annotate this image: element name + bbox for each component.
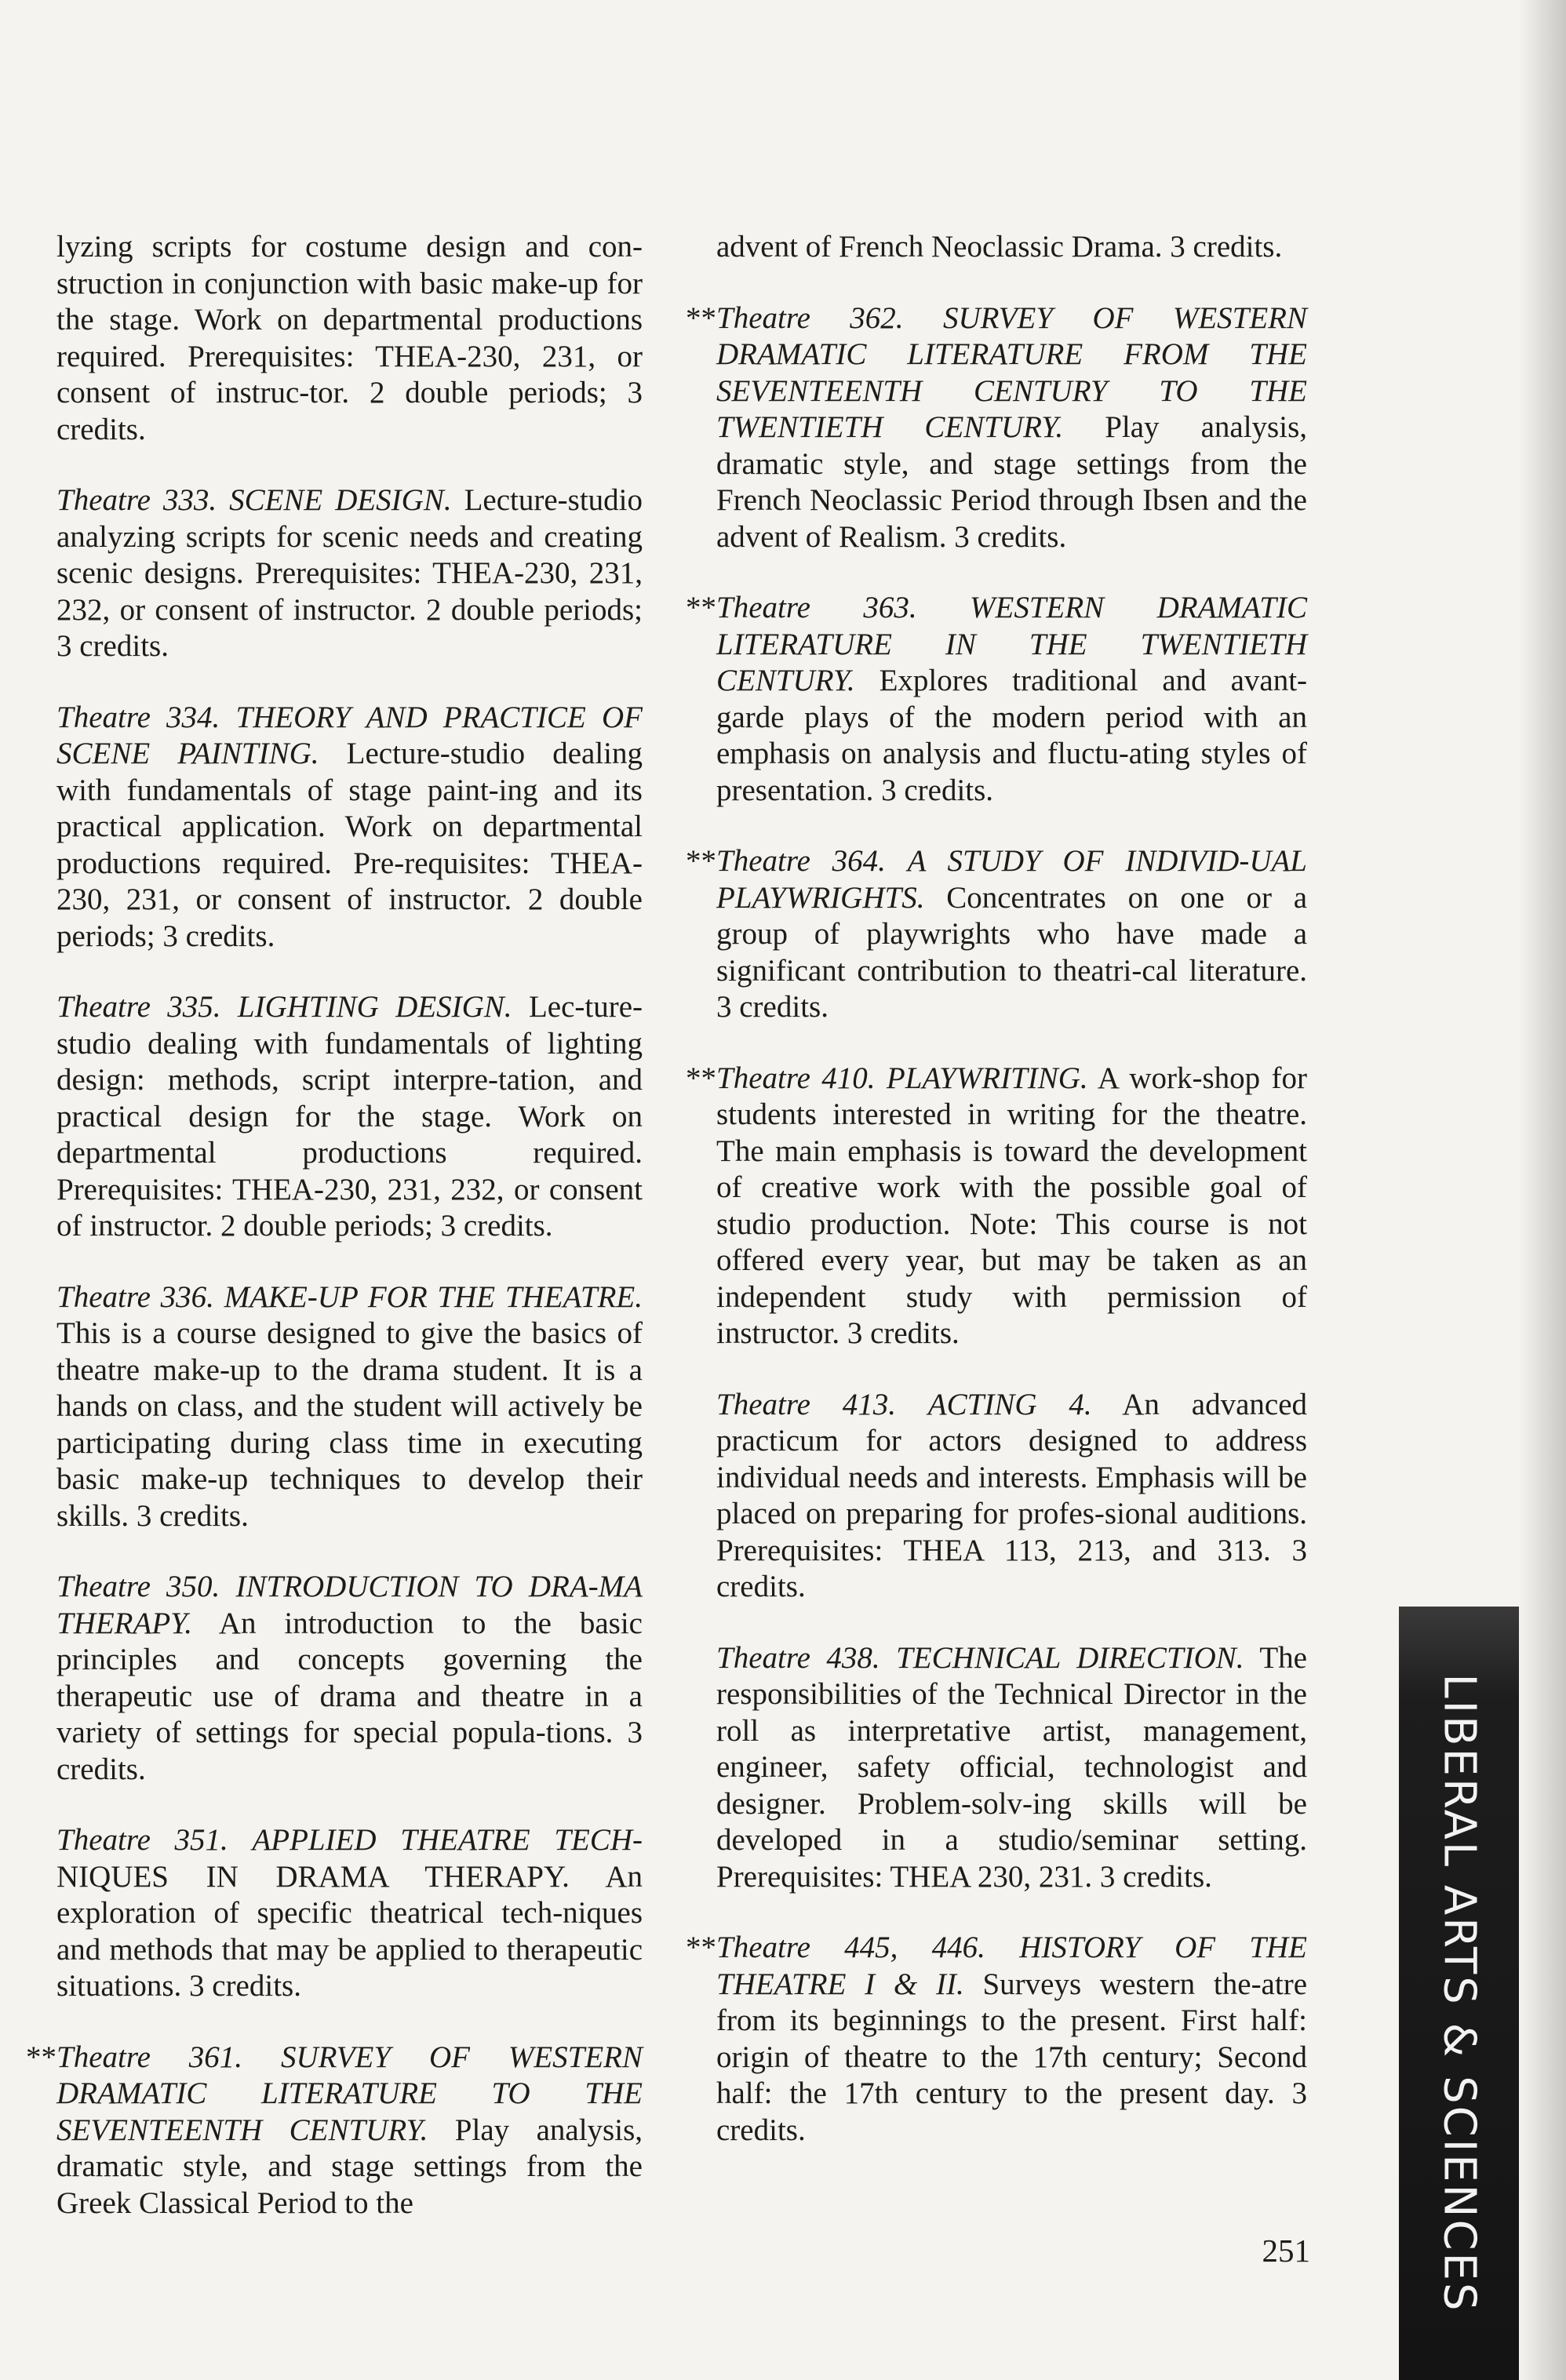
course-number: Theatre 335. [56, 990, 221, 1024]
course-title: SURVEY OF WESTERN DRAMATIC LITERATURE TO THE SEVENTEENTH CENTURY. [56, 2040, 643, 2147]
course-entry [56, 482, 643, 665]
course-title: LIGHTING DESIGN. [237, 990, 512, 1024]
course-description: An advanced practicum for actors designed to address individual needs and interests. Emphasis will be placed on preparing for profes-sional auditions. Prerequisites: THEA 113, 213, and 313. 3 credits. [716, 1387, 1307, 1603]
course-title: APPLIED THEATRE TECH- [252, 1823, 643, 1857]
course-description: This is a course designed to give the basics of theatre make-up to the drama student. It is a hands on class, and the student will actively be participating during class time in executing basic make-up techniques to develop their skills. 3 credits. [56, 1316, 643, 1533]
revision-marker: ** [686, 300, 716, 335]
revision-marker: ** [686, 844, 716, 878]
course-description: Explores traditional and avant-garde plays of the modern period with an emphasis on analysis and fluctu-ating styles of presentation. 3 credits. [716, 664, 1308, 807]
course-number: Theatre 438. [716, 1640, 880, 1675]
section-tab [1399, 1607, 1519, 2380]
revision-marker: ** [26, 2040, 56, 2074]
course-title: SURVEY OF WESTERN DRAMATIC LITERATURE FROM THE SEVENTEENTH CENTURY TO THE TWENTIETH CENTURY. [716, 300, 1307, 444]
course-description: advent of French Neoclassic Drama. 3 credits. [716, 230, 1283, 264]
section-tab-label: LIBERAL ARTS & SCIENCES [1433, 1673, 1484, 2313]
course-entry [56, 700, 643, 955]
course-entry [686, 590, 1308, 809]
course-description: A work-shop for students interested in writing for the theatre. The main emphasis is toward the development of creative work with the possible goal of studio production. Note: This course is not offered every year, but may be taken as an independent study with permission of instructor. 3 credits. [716, 1061, 1307, 1350]
course-number: Theatre 361. [56, 2040, 243, 2074]
course-number: Theatre 336. [56, 1279, 214, 1314]
course-number: Theatre 362. [716, 300, 904, 335]
course-entry [686, 843, 1308, 1026]
right-column [686, 229, 1308, 2183]
course-number: Theatre 445, 446. [716, 1931, 985, 1964]
course-description: Lecture-studio dealing with fundamentals of stage paint-ing and its practical application. Work on departmental productions required. Pre-requisites: THEA-230, 231, or consent of instructor. 2 double periods; 3 credits. [56, 737, 643, 953]
course-title: SCENE DESIGN. [229, 483, 452, 517]
revision-marker: ** [686, 1061, 716, 1095]
course-description: An introduction to the basic principles and concepts governing the therapeutic use of drama and theatre in a variety of settings for special popula-tions. 3 credits. [56, 1606, 643, 1786]
page-edge-shadow [1519, 0, 1566, 2380]
course-description: Surveys western the-atre from its beginnings to the present. First half: origin of theatre to the 17th century; Second half: the 17th century to the present day. 3 credits. [716, 1967, 1308, 2147]
course-entry [686, 300, 1308, 556]
course-number: Theatre 334. [56, 700, 220, 734]
left-column [26, 229, 643, 2256]
course-title: HISTORY OF THE THEATRE I & II. [716, 1931, 1307, 2001]
course-entry [56, 1279, 643, 1535]
course-title: TECHNICAL DIRECTION. [896, 1640, 1244, 1675]
course-number: Theatre 351. [56, 1823, 228, 1857]
course-number: Theatre 410. [716, 1061, 876, 1095]
revision-marker: ** [686, 591, 716, 624]
course-entry [26, 2040, 643, 2222]
course-entry [716, 1387, 1307, 1606]
course-description: lyzing scripts for costume design and con-struction in conjunction with basic make-up for the stage. Work on departmental productions required. Prerequisites: THEA-230, 231, or consent of instruc-tor. 2 double periods; 3 credits. [56, 230, 643, 446]
course-description: Play analysis, dramatic style, and stage settings from the Greek Classical Period to the [56, 2113, 643, 2220]
course-entry [716, 229, 1307, 266]
course-description: Play analysis, dramatic style, and stage settings from the French Neoclassic Period through Ibsen and the advent of Realism. 3 credits. [716, 410, 1308, 554]
course-number: Theatre 350. [56, 1570, 220, 1603]
course-entry [686, 1061, 1307, 1352]
course-entry [56, 1569, 643, 1788]
course-description: The responsibilities of the Technical Director in the roll as interpretative artist, management, engineer, safety official, technologist and designer. Problem-solv-ing skills will be developed in a studio/seminar setting. Prerequisites: THEA 230, 231. 3 credits. [716, 1640, 1307, 1894]
course-title: INTRODUCTION TO DRA-MA THERAPY. [56, 1570, 643, 1640]
course-number: Theatre 364. [716, 844, 886, 878]
course-title: WESTERN DRAMATIC LITERATURE IN THE TWENTIETH CENTURY. [716, 591, 1307, 697]
course-title: PLAYWRITING. [886, 1061, 1088, 1095]
course-title: THEORY AND PRACTICE OF SCENE PAINTING. [56, 700, 643, 770]
course-title: ACTING 4. [927, 1387, 1092, 1421]
course-description: Concentrates on one or a group of playwrights who have made a significant contribution to theatri-cal literature. 3 credits. [716, 880, 1308, 1024]
course-entry [716, 1640, 1307, 1896]
page-number: 251 [1262, 2233, 1310, 2269]
course-number: Theatre 413. [716, 1387, 896, 1421]
course-number: Theatre 363. [716, 591, 917, 624]
course-entry [686, 1930, 1308, 2149]
course-description: NIQUES IN DRAMA THERAPY. An exploration of specific theatrical tech-niques and methods that may be applied to therapeutic situations. 3 credits. [56, 1859, 643, 2003]
course-title: A STUDY OF INDIVID-UAL PLAYWRIGHTS. [716, 844, 1307, 915]
course-title: MAKE-UP FOR THE THEATRE. [224, 1279, 643, 1314]
course-entry [56, 1822, 643, 2005]
course-description: Lec-ture-studio dealing with fundamentals of lighting design: methods, script interpre-tation, and practical design for the stage. Work on departmental productions required. Prerequisites: THEA-230, 231, 232, or consent of instructor. 2 double periods; 3 credits. [56, 990, 643, 1243]
course-number: Theatre 333. [56, 483, 217, 517]
course-entry [56, 989, 643, 1245]
course-entry [56, 229, 643, 448]
course-description: Lecture-studio analyzing scripts for scenic needs and creating scenic designs. Prerequisites: THEA-230, 231, 232, or consent of instructor. 2 double periods; 3 credits. [56, 483, 643, 663]
revision-marker: ** [686, 1931, 716, 1964]
